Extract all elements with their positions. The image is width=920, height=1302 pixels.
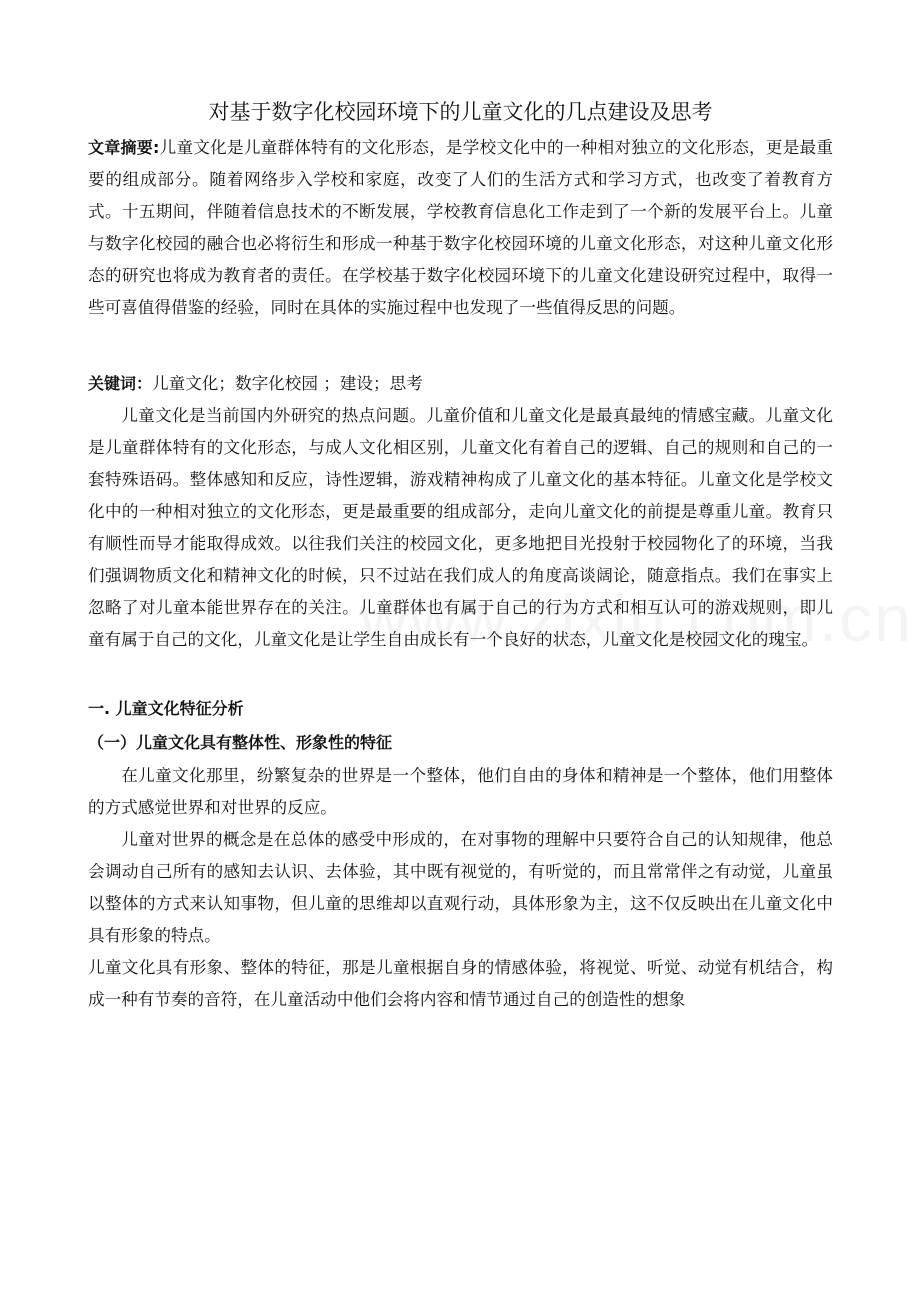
abstract-paragraph (88, 132, 833, 324)
body-paragraph: 儿童对世界的概念是在总体的感受中形成的，在对事物的理解中只要符合自己的认知规律，他总会调动自己所有的感知去认识、去体验，其中既有视觉的，有听觉的，而且常常伴之有动觉，儿童虽以整体的方式来认知事物，但儿童的思维却以直观行动，具体形象为主，这不仅反映出在儿童文化中具有形象的特点。 (88, 830, 833, 945)
subsection-heading: （一）儿童文化具有整体性、形象性的特征 (88, 733, 393, 752)
document-page (88, 92, 833, 1016)
abstract-text: 儿童文化是儿童群体特有的文化形态，是学校文化中的一种相对独立的文化形态，更是最重要的组成部分。随着网络步入学校和家庭，改变了人们的生活方式和学习方式，也改变了着教育方式。十五期间，伴随着信息技术的不断发展，学校教育信息化工作走到了一个新的发展平台上。儿童与数字化校园的融合也必将衍生和形成一种基于数字化校园环境的儿童文化形态，对这种儿童文化形态的研究也将成为教育者的责任。在学校基于数字化校园环境下的儿童文化建设研究过程中，取得一些可喜值得借鉴的经验，同时在具体的实施过程中也发现了一些值得反思的问题。 (88, 138, 833, 317)
intro-paragraph: 儿童文化是当前国内外研究的热点问题。儿童价值和儿童文化是最真最纯的情感宝藏。儿童文化是儿童群体特有的文化形态，与成人文化相区别，儿童文化有着自己的逻辑、自己的规则和自己的一套特殊语码。整体感知和反应，诗性逻辑，游戏精神构成了儿童文化的基本特征。儿童文化是学校文化中的一种相对独立的文化形态，更是最重要的组成部分，走向儿童文化的前提是尊重儿童。教育只有顺性而导才能取得成效。以往我们关注的校园文化，更多地把目光投射于校园物化了的环境，当我们强调物质文化和精神文化的时候，只不过站在我们成人的角度高谈阔论，随意指点。我们在事实上忽略了对儿童本能世界存在的关注。儿童群体也有属于自己的行为方式和相互认可的游戏规则，即儿童有属于自己的文化，儿童文化是让学生自由成长有一个良好的状态，儿童文化是校园文化的瑰宝。 (88, 406, 833, 649)
page-title: 对基于数字化校园环境下的儿童文化的几点建设及思考 (208, 100, 713, 124)
body-paragraph: 在儿童文化那里，纷繁复杂的世界是一个整体，他们自由的身体和精神是一个整体，他们用整体的方式感觉世界和对世界的反应。 (88, 766, 833, 817)
keywords-text: 儿童文化；数字化校园 ；建设；思考 (152, 374, 423, 393)
section-heading: 一. 儿童文化特征分析 (88, 699, 244, 718)
keywords-line (88, 368, 833, 400)
spacer (88, 324, 833, 368)
spacer (88, 656, 833, 692)
keywords-label: 关键词： (88, 374, 153, 393)
abstract-label: 文章摘要: (88, 138, 160, 157)
body-paragraph: 儿童文化具有形象、整体的特征，那是儿童根据自身的情感体验，将视觉、听觉、动觉有机结合，构成一种有节奏的音符，在儿童活动中他们会将内容和情节通过自己的创造性的想象 (88, 958, 833, 1009)
